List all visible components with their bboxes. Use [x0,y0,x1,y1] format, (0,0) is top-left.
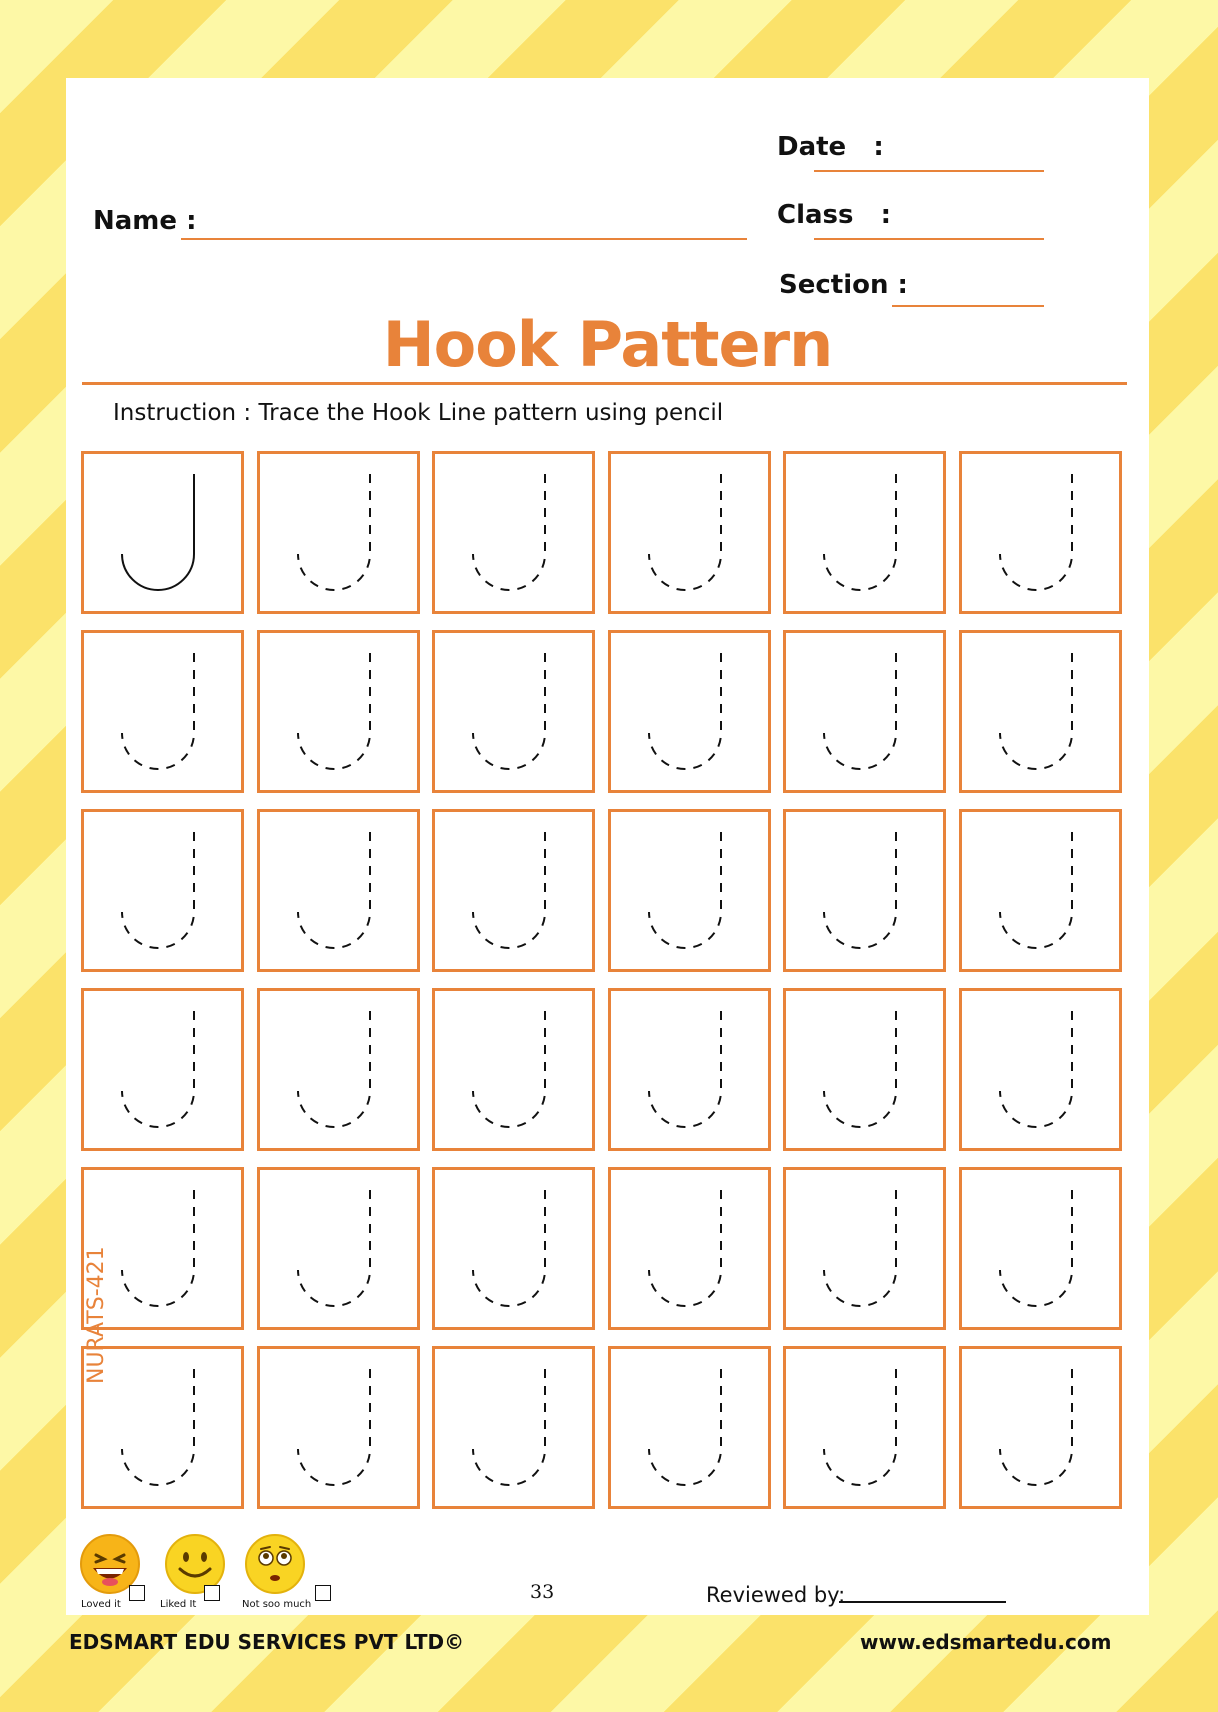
reviewed-by-field[interactable] [839,1601,1006,1603]
hook-trace-guide-icon [962,454,1119,611]
watermark-code: NURATS-421 [84,1246,109,1384]
hook-trace-guide-icon [260,991,417,1148]
trace-cell[interactable] [432,630,595,793]
section-label: Section : [779,270,908,300]
trace-cell[interactable] [257,809,420,972]
hook-trace-guide-icon [435,812,592,969]
trace-cell[interactable] [257,630,420,793]
trace-cell[interactable] [783,451,946,614]
trace-cell[interactable] [783,1346,946,1509]
trace-cell[interactable] [257,1167,420,1330]
hook-trace-guide-icon [611,991,768,1148]
trace-cell[interactable] [783,988,946,1151]
hook-trace-guide-icon [435,991,592,1148]
liked-it-label: Liked It [160,1599,197,1610]
loved-it-label: Loved it [81,1599,121,1610]
name-label: Name : [93,206,197,236]
trace-cell[interactable] [81,809,244,972]
hook-trace-guide-icon [611,1349,768,1506]
hook-trace-guide-icon [962,633,1119,790]
hook-trace-guide-icon [611,454,768,611]
hook-trace-guide-icon [260,812,417,969]
worksheet-page [66,78,1149,1615]
class-label: Class : [777,200,892,230]
hook-trace-guide-icon [84,991,241,1148]
trace-cell[interactable] [783,1167,946,1330]
trace-cell[interactable] [81,988,244,1151]
hook-trace-guide-icon [435,1349,592,1506]
trace-cell[interactable] [783,809,946,972]
hook-trace-guide-icon [84,812,241,969]
unimpressed-face-icon [244,1533,306,1595]
hook-trace-guide-icon [786,991,943,1148]
trace-cell[interactable] [959,988,1122,1151]
trace-cell[interactable] [432,1346,595,1509]
footer-company: EDSMART EDU SERVICES PVT LTD© [69,1630,465,1654]
trace-cell[interactable] [959,1346,1122,1509]
page-number: 33 [530,1581,555,1603]
trace-cell[interactable] [959,630,1122,793]
not-so-much-label: Not soo much [242,1599,312,1610]
liked-it-checkbox[interactable] [204,1585,220,1601]
hook-trace-guide-icon [611,812,768,969]
trace-cell[interactable] [959,1167,1122,1330]
hook-trace-guide-icon [786,1349,943,1506]
hook-trace-guide-icon [611,633,768,790]
hook-trace-guide-icon [260,1349,417,1506]
trace-cell[interactable] [81,630,244,793]
trace-cell[interactable] [608,809,771,972]
hook-trace-guide-icon [435,633,592,790]
hook-trace-guide-icon [962,1170,1119,1327]
hook-trace-guide-icon [962,991,1119,1148]
hook-trace-guide-icon [260,633,417,790]
hook-trace-guide-icon [435,1170,592,1327]
hook-trace-guide-icon [435,454,592,611]
instruction-text: Instruction : Trace the Hook Line pattern using pencil [113,400,724,426]
not-so-much-checkbox[interactable] [315,1585,331,1601]
name-field[interactable] [181,238,747,240]
trace-cell[interactable] [81,451,244,614]
hook-trace-guide-icon [260,454,417,611]
trace-cell[interactable] [257,451,420,614]
footer-website[interactable]: www.edsmartedu.com [860,1630,1112,1654]
trace-cell[interactable] [959,809,1122,972]
hook-trace-guide-icon [611,1170,768,1327]
trace-cell[interactable] [432,809,595,972]
trace-cell[interactable] [608,451,771,614]
trace-cell[interactable] [432,988,595,1151]
hook-trace-guide-icon [84,633,241,790]
trace-cell[interactable] [432,451,595,614]
loved-it-checkbox[interactable] [129,1585,145,1601]
hook-trace-guide-icon [962,812,1119,969]
hook-trace-guide-icon [786,812,943,969]
hook-trace-guide-icon [786,1170,943,1327]
trace-cell[interactable] [608,1167,771,1330]
title-divider [82,382,1127,385]
hook-example-icon [84,454,241,611]
hook-trace-guide-icon [786,454,943,611]
trace-cell[interactable] [608,630,771,793]
trace-cell[interactable] [257,1346,420,1509]
hook-trace-guide-icon [786,633,943,790]
trace-cell[interactable] [608,1346,771,1509]
trace-cell[interactable] [432,1167,595,1330]
hook-trace-guide-icon [260,1170,417,1327]
page-title: Hook Pattern [382,308,833,381]
tracing-grid [81,451,1141,1517]
hook-trace-guide-icon [962,1349,1119,1506]
trace-cell[interactable] [959,451,1122,614]
trace-cell[interactable] [783,630,946,793]
section-field[interactable] [892,305,1044,307]
date-field[interactable] [814,170,1044,172]
trace-cell[interactable] [608,988,771,1151]
trace-cell[interactable] [257,988,420,1151]
reviewed-by-label: Reviewed by: [706,1583,846,1607]
class-field[interactable] [814,238,1044,240]
date-label: Date : [777,132,884,162]
